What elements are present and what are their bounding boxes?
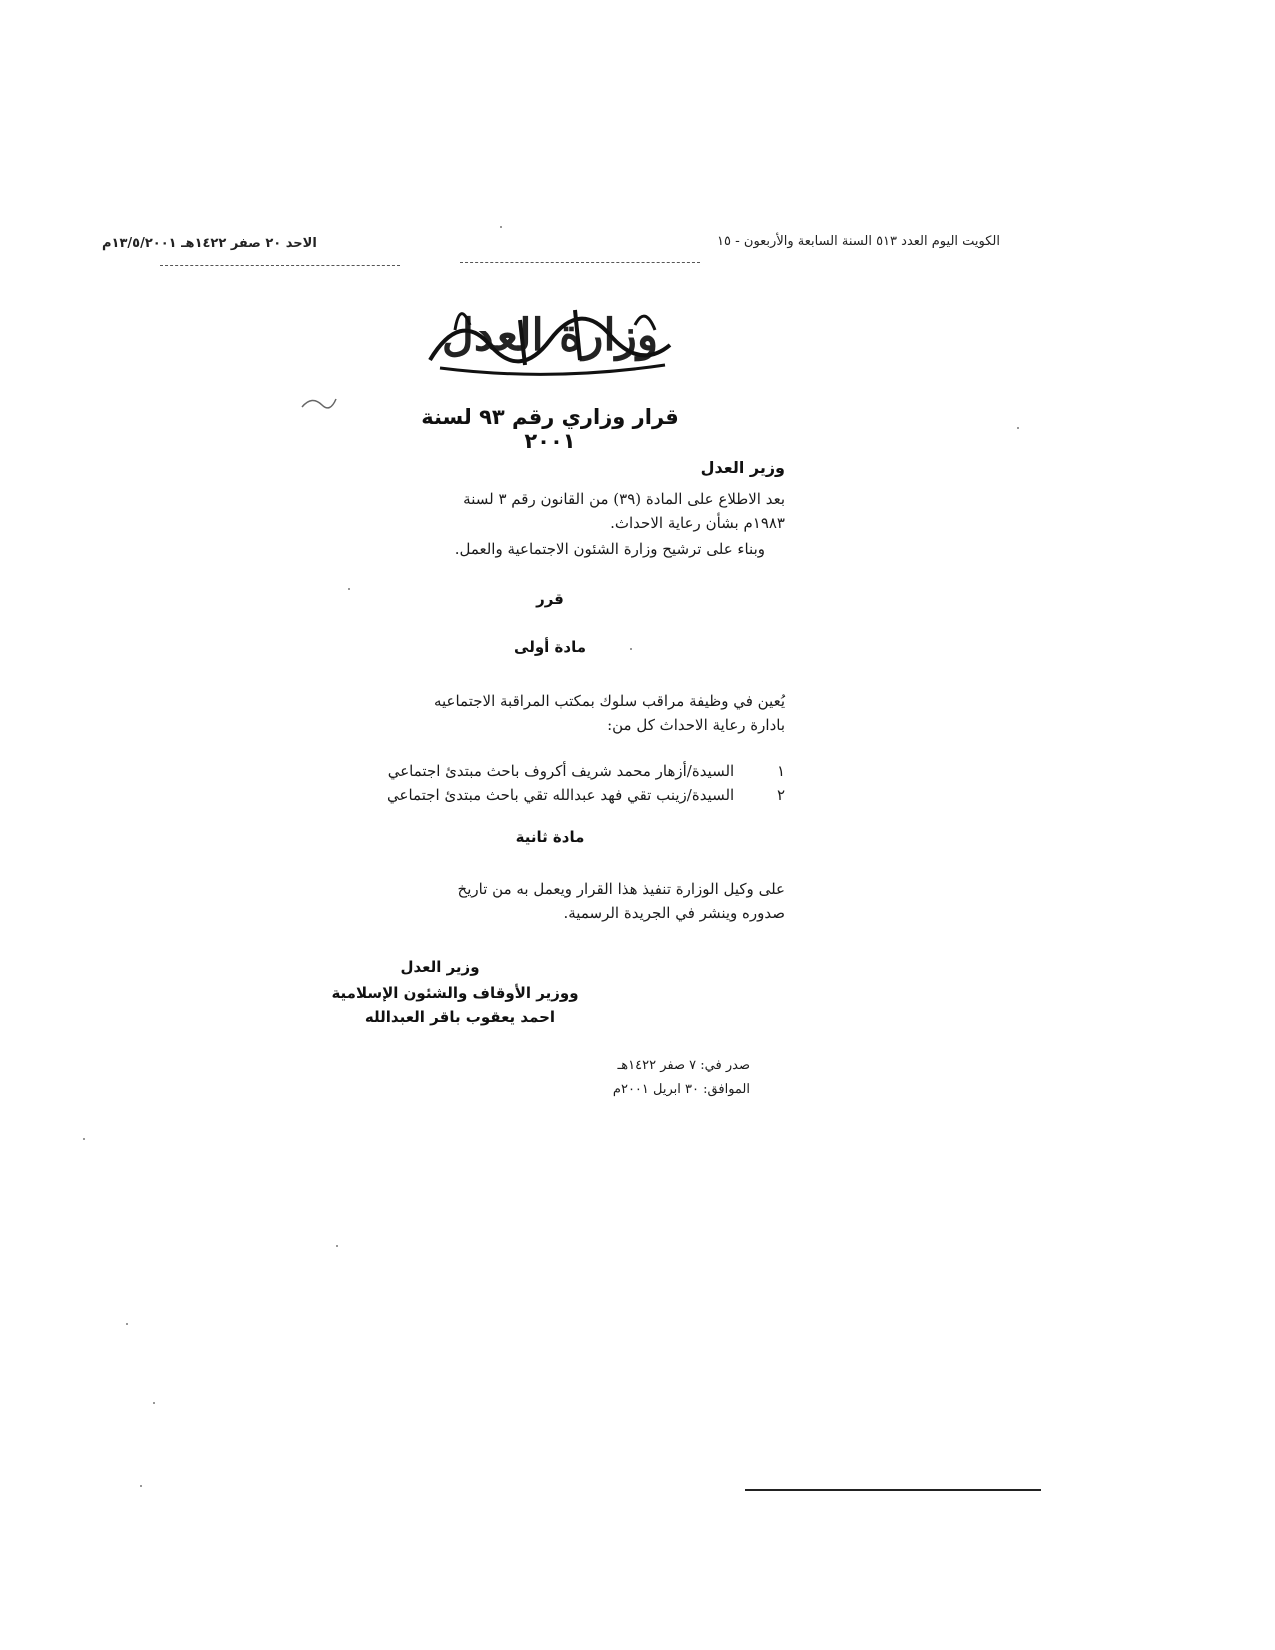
header-underline-right [460, 262, 700, 264]
list-item-number: ١ [776, 762, 785, 780]
header-left: الاحد ٢٠ صفر ١٤٢٢هـ ١٣/٥/٢٠٠١م [102, 236, 317, 251]
decree-title: قرار وزاري رقم ٩٣ لسنة ٢٠٠١ [421, 405, 679, 453]
ministry-logo [400, 290, 700, 382]
list-item-text: السيدة/أزهار محمد شريف أكروف باحث مبتدئ اجتماعي [387, 762, 735, 780]
list-item-number: ٢ [776, 786, 785, 804]
signatory-name: احمد يعقوب باقر العبدالله [364, 1008, 556, 1026]
scan-speck [126, 1323, 128, 1325]
header-underline-left [160, 265, 400, 267]
scan-speck [83, 1138, 85, 1140]
scan-speck [348, 588, 350, 590]
scan-speck [336, 1245, 338, 1247]
preamble-line-1: بعد الاطلاع على المادة (٣٩) من القانون رقم ٣ لسنة [463, 490, 785, 508]
list-item [335, 782, 785, 808]
ministry-logo-text: وزارة العدل [441, 310, 659, 361]
preamble-line-2: ١٩٨٣م بشأن رعاية الاحداث. [610, 514, 785, 532]
signature-title-2: ووزير الأوقاف والشئون الإسلامية [331, 984, 579, 1002]
article-2-heading: مادة ثانية [515, 828, 585, 846]
decided-heading: قرر [536, 590, 564, 608]
issue-date-hijri: صدر في: ٧ صفر ١٤٢٢هـ [617, 1058, 750, 1073]
scan-speck [500, 226, 502, 228]
scan-speck [630, 648, 632, 650]
header-right: الكويت اليوم العدد ٥١٣ السنة السابعة والأربعون - ١٥ [716, 234, 1000, 249]
bottom-rule [745, 1489, 1041, 1491]
article-2-line-1: على وكيل الوزارة تنفيذ هذا القرار ويعمل به من تاريخ [457, 880, 785, 898]
list-item-text: السيدة/زينب تقي فهد عبدالله تقي باحث مبتدئ اجتماعي [387, 786, 735, 804]
scan-speck [140, 1485, 142, 1487]
article-1-line-2: بادارة رعاية الاحداث كل من: [607, 716, 785, 734]
issue-date-gregorian: الموافق: ٣٠ ابريل ٢٠٠١م [612, 1082, 750, 1097]
article-1-heading: مادة أولى [514, 638, 586, 656]
scan-speck [153, 1402, 155, 1404]
issuer-heading: وزير العدل [700, 458, 785, 477]
article-1-line-1: يُعين في وظيفة مراقب سلوك بمكتب المراقبة الاجتماعيه [433, 692, 785, 710]
preamble-line-3: وبناء على ترشيح وزارة الشئون الاجتماعية والعمل. [454, 540, 765, 558]
signature-title: وزير العدل [400, 958, 480, 976]
list-item [335, 758, 785, 784]
stamp-mark [300, 393, 340, 417]
scan-speck [1017, 427, 1019, 429]
article-2-line-2: صدوره وينشر في الجريدة الرسمية. [563, 904, 785, 922]
